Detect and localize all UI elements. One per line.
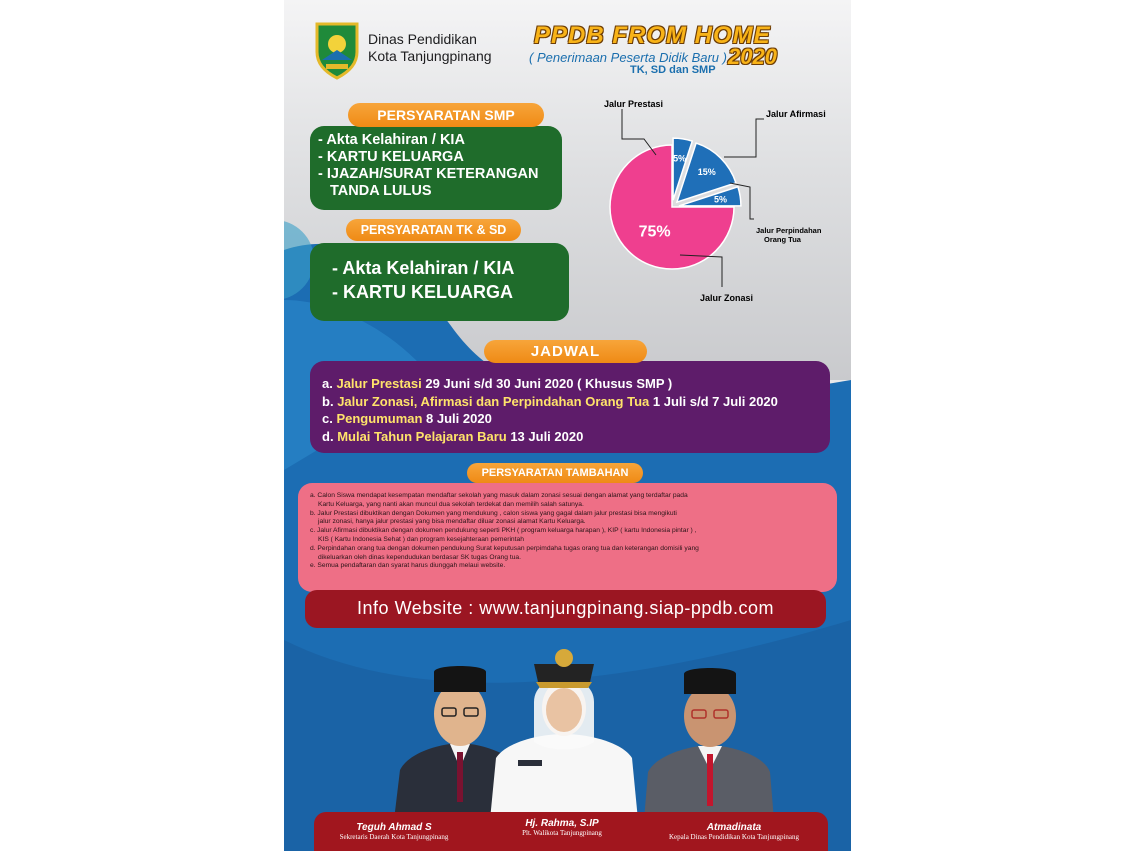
official-left <box>324 822 464 841</box>
tksd-title: PERSYARATAN TK & SD <box>346 219 521 241</box>
ppdb-year: 2020 <box>728 44 777 69</box>
req-b-line2: jalur zonasi, hanya jalur prestasi yang bisa mendaftar diluar zonasi alamat Kartu Keluarga. <box>318 518 586 526</box>
tksd-item: - Akta Kelahiran / KIA <box>332 258 515 278</box>
official-right <box>654 822 814 841</box>
label-afirmasi: Jalur Afirmasi <box>766 109 826 119</box>
official-name: Teguh Ahmad S <box>356 822 432 833</box>
smp-title: PERSYARATAN SMP <box>348 103 544 127</box>
schedule-row <box>322 375 830 393</box>
schedule-row <box>322 428 830 446</box>
schedule-box <box>310 361 830 453</box>
req-d-line1: d. Perpindahan orang tua dengan dokumen pendukung Surat keputusan perpimdaha tugas orang tua dan keterangan domisili yang <box>310 544 699 552</box>
org-line-2: Kota Tanjungpinang <box>368 48 492 64</box>
row-key: Pengumuman <box>336 411 423 426</box>
req-a-line2: Kartu Keluarga, yang nanti akan muncul dua sekolah terdekat dan memilih salah satunya. <box>318 500 584 508</box>
smp-item: - IJAZAH/SURAT KETERANGAN <box>318 166 539 182</box>
slice-prestasi-value: 5% <box>673 153 687 164</box>
row-prefix: c. <box>322 411 333 426</box>
official-role: Kepala Dinas Pendidikan Kota Tanjungpinang <box>668 833 800 841</box>
ppdb-levels: TK, SD dan SMP <box>630 64 716 76</box>
label-zonasi: Jalur Zonasi <box>700 293 754 303</box>
leader-prestasi <box>622 109 656 155</box>
row-key: Jalur Zonasi, Afirmasi dan Perpindahan Orang Tua <box>337 393 650 409</box>
official-role: Plt. Walikota Tanjungpinang <box>522 829 602 837</box>
official-role: Sekretaris Daerah Kota Tanjungpinang <box>339 833 449 841</box>
schedule-row <box>322 393 830 411</box>
row-key: Jalur Prestasi <box>336 376 422 391</box>
row-rest: 8 Juli 2020 <box>422 411 492 426</box>
ppdb-title: PPDB FROM HOME <box>534 22 771 49</box>
row-prefix: a. <box>322 376 333 391</box>
slice-perpindahan-value: 5% <box>714 194 728 205</box>
label-perpindahan-1: Jalur Perpindahan <box>756 226 822 235</box>
req-c-line2: KIS ( Kartu Indonesia Sehat ) dan program kesejahteraan pemerintah <box>318 535 524 543</box>
ppdb-subtitle: ( Penerimaan Peserta Didik Baru ) <box>529 50 727 65</box>
org-line-1: Dinas Pendidikan <box>368 31 477 47</box>
org-name <box>368 31 492 65</box>
slice-afirmasi-value: 15% <box>697 167 716 178</box>
schedule-row <box>322 410 830 428</box>
leader-afirmasi <box>724 119 764 157</box>
official-name: Hj. Rahma, S.IP <box>525 818 599 829</box>
row-key: Mulai Tahun Pelajaran Baru <box>337 428 507 444</box>
tksd-requirements <box>310 243 569 321</box>
official-name: Atmadinata <box>706 822 762 833</box>
label-prestasi: Jalur Prestasi <box>604 99 664 109</box>
smp-item: - Akta Kelahiran / KIA <box>318 132 465 148</box>
row-rest: 13 Juli 2020 <box>506 428 584 444</box>
official-right-figure <box>644 668 774 820</box>
officials-photo <box>394 630 774 820</box>
req-d-line2: dikeluarkan oleh dinas kependudukan berdasar SK tugas Orang tua. <box>318 553 521 561</box>
poster <box>284 0 851 851</box>
smp-requirements <box>310 126 562 210</box>
regional-crest-icon <box>312 20 362 80</box>
req-a-line1: a. Calon Siswa mendapat kesempatan mendaftar sekolah yang masuk dalam zonasi sesuai dengan alamat yang terdaftar pada <box>310 492 688 499</box>
row-rest: 1 Juli s/d 7 Juli 2020 <box>649 393 778 409</box>
schedule-title: JADWAL <box>484 340 647 363</box>
website-info: Info Website : www.tanjungpinang.siap-ppdb.com <box>305 590 826 628</box>
row-prefix: b. <box>322 393 334 409</box>
additional-requirements <box>298 483 837 592</box>
slice-zonasi-value: 75% <box>638 223 671 241</box>
official-center <box>492 818 632 837</box>
req-b-line1: b. Jalur Prestasi dibuktikan dengan Dokumen yang mendukung , calon siswa yang gagal dalam jalur prestasi bisa mengikuti <box>310 509 677 517</box>
smp-item: - KARTU KELUARGA <box>318 149 464 165</box>
label-perpindahan-2: Orang Tua <box>764 235 801 244</box>
official-center-figure <box>490 649 638 820</box>
tksd-item: - KARTU KELUARGA <box>332 282 513 302</box>
quota-pie-chart <box>604 95 844 310</box>
req-c-line1: c. Jalur Afirmasi dibuktikan dengan dokumen pendukung seperti PKH ( program keluarga harapan ), KIP ( kartu Indonesia pintar ) , <box>310 527 697 535</box>
additional-title: PERSYARATAN TAMBAHAN <box>467 463 643 483</box>
smp-item: TANDA LULUS <box>330 183 432 199</box>
row-rest: 29 Juni s/d 30 Juni 2020 ( Khusus SMP ) <box>421 376 673 391</box>
req-e-line1: e. Semua pendaftaran dan syarat harus diunggah melaui website. <box>310 562 506 570</box>
row-prefix: d. <box>322 428 334 444</box>
